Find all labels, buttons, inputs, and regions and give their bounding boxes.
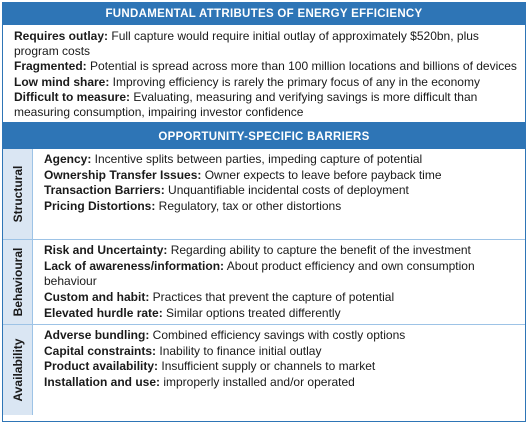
barrier-text: Owner expects to leave before payback time xyxy=(201,167,442,182)
attribute-text: Evaluating, measuring and verifying savings is more difficult than measuring consumption, impairing investor confidence xyxy=(14,89,478,120)
barrier-item xyxy=(44,183,521,199)
attribute-text: Potential is spread across more than 100 million locations and billions of devices xyxy=(86,59,517,74)
barrier-item xyxy=(44,199,521,215)
attribute-label: Difficult to measure: xyxy=(14,89,131,104)
barrier-item xyxy=(44,243,521,259)
barrier-label: Adverse bundling: xyxy=(44,328,150,343)
energy-efficiency-table xyxy=(2,2,526,422)
barrier-text: Regulatory, tax or other distortions xyxy=(155,199,342,213)
barrier-label: Installation and use: xyxy=(44,375,161,389)
availability-category-cell xyxy=(3,325,33,415)
barrier-text: Similar options treated differently xyxy=(162,305,341,320)
barrier-text: Practices that prevent the capture of potential xyxy=(149,290,395,304)
attribute-label: Fragmented: xyxy=(14,59,87,74)
barrier-label: Elevated hurdle rate: xyxy=(44,305,163,320)
availability-barriers-row xyxy=(3,325,525,415)
barrier-label: Agency: xyxy=(44,152,92,167)
barrier-text: Insufficient supply or channels to market xyxy=(158,359,376,374)
barrier-label: Ownership Transfer Issues: xyxy=(44,167,202,182)
barrier-text: Incentive splits between parties, impeding capture of potential xyxy=(91,152,423,167)
attribute-low-mind-share xyxy=(14,75,521,90)
fundamental-attributes-header: FUNDAMENTAL ATTRIBUTES OF ENERGY EFFICIENCY xyxy=(3,3,525,26)
behavioural-barriers-row xyxy=(3,240,525,325)
behavioural-category-cell xyxy=(3,240,33,324)
barrier-text: About product efficiency and own consumption behaviour xyxy=(44,258,475,289)
barrier-item xyxy=(44,152,521,168)
attribute-requires-outlay xyxy=(14,29,521,59)
barrier-label: Lack of awareness/information: xyxy=(44,258,225,273)
behavioural-barriers-list xyxy=(33,240,525,324)
barrier-text: Regarding ability to capture the benefit of the investment xyxy=(167,243,471,258)
structural-barriers-row xyxy=(3,149,525,240)
barrier-label: Risk and Uncertainty: xyxy=(44,243,168,258)
barrier-item xyxy=(44,259,521,290)
attribute-text: Improving efficiency is rarely the primary focus of any in the economy xyxy=(109,74,480,89)
barrier-label: Transaction Barriers: xyxy=(44,183,165,198)
barrier-label: Capital constraints: xyxy=(44,343,157,358)
barrier-text: Combined efficiency savings with costly options xyxy=(149,328,406,343)
opportunity-barriers-header: OPPORTUNITY-SPECIFIC BARRIERS xyxy=(3,123,525,149)
attribute-label: Requires outlay: xyxy=(14,29,109,43)
attribute-fragmented xyxy=(14,59,521,74)
barrier-item xyxy=(44,375,521,391)
barrier-item xyxy=(44,168,521,184)
attribute-label: Low mind share: xyxy=(14,74,110,89)
barrier-item xyxy=(44,328,521,344)
barrier-label: Product availability: xyxy=(44,359,159,374)
barrier-text: Unquantifiable incidental costs of deployment xyxy=(164,183,409,198)
structural-barriers-list xyxy=(33,149,525,239)
barrier-label: Pricing Distortions: xyxy=(44,199,156,213)
availability-barriers-list xyxy=(33,325,525,415)
structural-category-cell xyxy=(3,149,33,239)
category-label-behavioural: Behavioural xyxy=(10,247,25,317)
barrier-text: improperly installed and/or operated xyxy=(160,375,355,389)
attribute-text: Full capture would require initial outlay of approximately $520bn, plus program costs xyxy=(14,29,479,59)
barrier-item xyxy=(44,290,521,306)
fundamental-attributes-list xyxy=(3,26,525,123)
barrier-text: Inability to finance initial outlay xyxy=(156,343,322,358)
attribute-difficult-to-measure xyxy=(14,90,521,120)
barrier-item xyxy=(44,306,521,322)
category-label-availability: Availability xyxy=(10,338,25,402)
barrier-item xyxy=(44,344,521,360)
barrier-label: Custom and habit: xyxy=(44,290,150,304)
barrier-item xyxy=(44,359,521,375)
category-label-structural: Structural xyxy=(10,165,25,223)
